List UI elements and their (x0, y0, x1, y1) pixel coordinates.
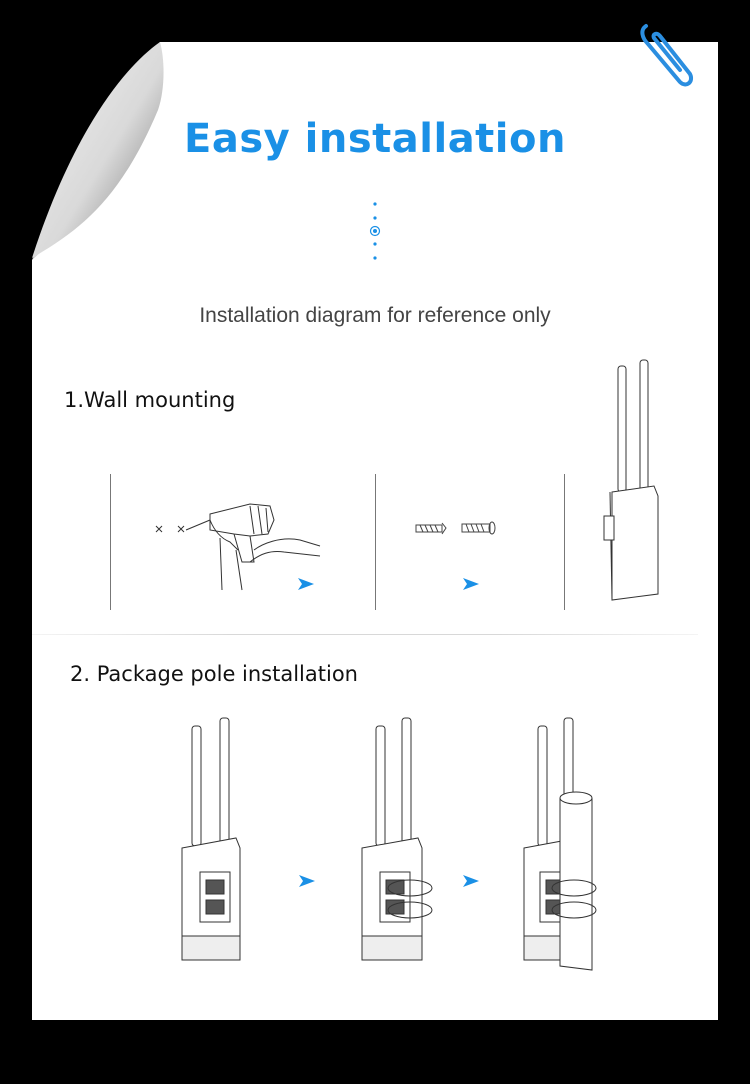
subtitle: Installation diagram for reference only (199, 304, 551, 327)
arrow-right-icon (297, 577, 315, 591)
section-divider (32, 634, 698, 635)
divider-line (375, 474, 376, 610)
paperclip-icon (636, 18, 696, 98)
divider-line (110, 474, 111, 610)
wall-mounted-device (596, 356, 666, 606)
arrow-right-icon (298, 874, 316, 888)
section-wall-mounting: 1.Wall mounting (64, 388, 236, 412)
arrow-right-icon (462, 577, 480, 591)
device-step-3 (516, 714, 616, 972)
divider-line (564, 474, 565, 610)
page-title: Easy installation (184, 116, 566, 162)
device-step-2 (352, 714, 442, 964)
arrow-right-icon (462, 874, 480, 888)
device-step-1 (172, 714, 252, 964)
screws-illustration (412, 516, 502, 540)
decorative-dots (366, 198, 384, 264)
section-pole-installation: 2. Package pole installation (70, 662, 358, 686)
